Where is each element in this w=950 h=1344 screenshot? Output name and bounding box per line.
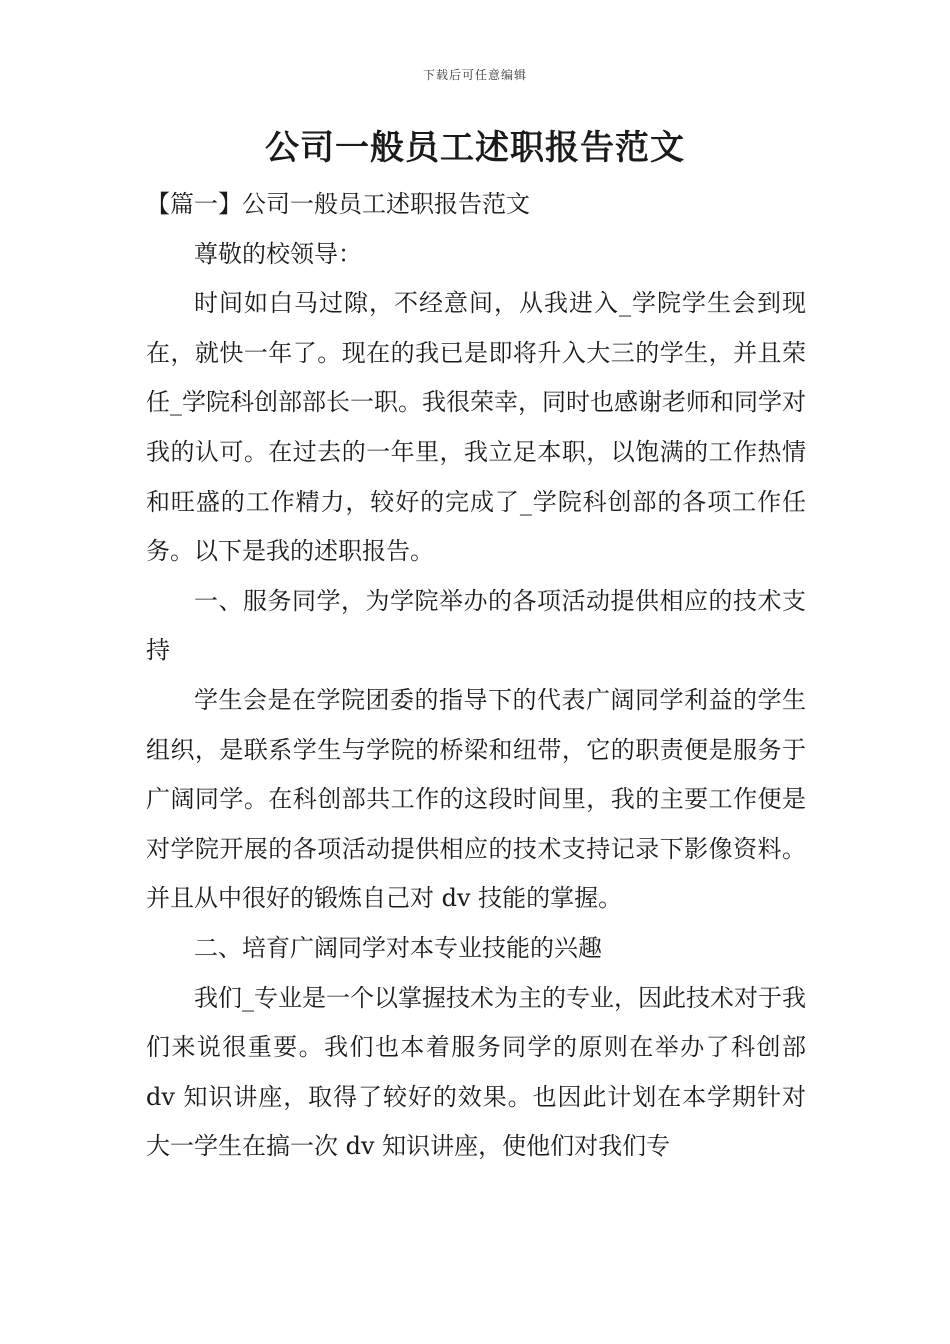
heading-section-one: 一、服务同学，为学院举办的各项活动提供相应的技术支持 [146, 586, 806, 665]
document-body [146, 180, 806, 1172]
heading-section-two: 二、培育广阔同学对本专业技能的兴趣 [194, 933, 602, 962]
document-title: 公司一般员工述职报告范文 [265, 128, 685, 168]
paragraph-intro: 时间如白马过隙，不经意间，从我进入_学院学生会到现在，就快一年了。现在的我已是即将升入大三的学生，并且荣任_学院科创部部长一职。我很荣幸，同时也感谢老师和同学对我的认可。在过去的一年里，我立足本职，以饱满的工作热情和旺盛的工作精力，较好的完成了_学院科创部的各项工作任务。以下是我的述职报告。 [146, 289, 806, 566]
paragraph-salutation: 尊敬的校领导： [194, 239, 362, 268]
paragraph-section-two: 我们_专业是一个以掌握技术为主的专业，因此技术对于我们来说很重要。我们也本着服务同学的原则在举办了科创部 dv 知识讲座，取得了较好的效果。也因此计划在本学期针对大一学生在搞一次 dv 知识讲座，使他们对我们专 [146, 983, 806, 1161]
section-label: 【篇一】公司一般员工述职报告范文 [146, 190, 530, 218]
paragraph-section-one: 学生会是在学院团委的指导下的代表广阔同学利益的学生组织，是联系学生与学院的桥梁和纽带，它的职责便是服务于广阔同学。在科创部共工作的这段时间里，我的主要工作便是对学院开展的各项活动提供相应的技术支持记录下影像资料。并且从中很好的锻炼自己对 dv 技能的掌握。 [146, 685, 806, 913]
header-note: 下载后可任意编辑 [422, 68, 527, 82]
